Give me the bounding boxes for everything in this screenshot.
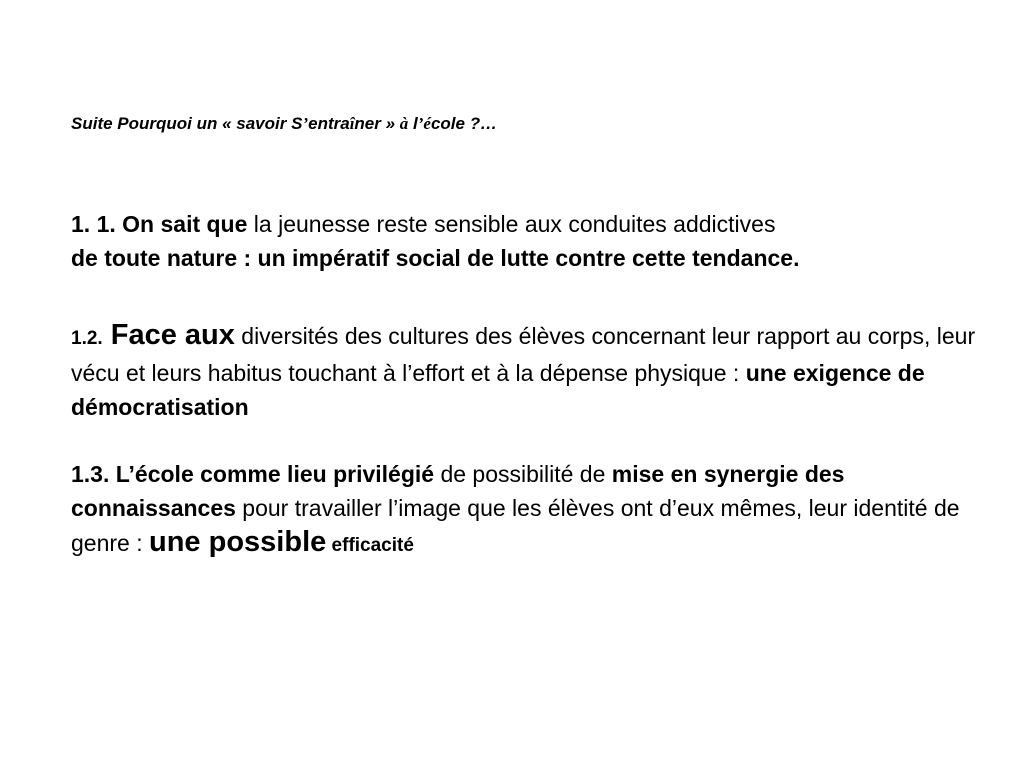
title-apostrophe-1: ’ (302, 114, 309, 133)
title-i-circumflex: î (349, 114, 355, 133)
p2-conclusion: une exigence de démocratisation (71, 360, 925, 420)
title-part-2: entra (308, 114, 350, 133)
title-a-grave: à (399, 114, 409, 133)
slide-title (71, 114, 497, 134)
p1-number: 1. 1. (71, 211, 116, 237)
p3-end: efficacité (326, 535, 414, 556)
title-part-5: cole ?… (430, 114, 498, 133)
paragraph-1-1 (71, 207, 991, 275)
p3-text-2: pour travailler l’image que les élèves ont d’eux mêmes, leur identité de genre : (71, 495, 960, 556)
p1-lead: On sait que (115, 211, 248, 237)
paragraph-1-3 (71, 457, 991, 563)
p1-conclusion: de toute nature : un impératif social de lutte contre cette tendance. (71, 245, 800, 271)
title-part-1: Suite Pourquoi un « savoir S (71, 114, 303, 133)
p3-text-1: de possibilité de (434, 461, 612, 487)
paragraph-1-2 (71, 318, 991, 424)
p3-synergy: mise en synergie des connaissances (71, 461, 845, 521)
p2-text: diversités des cultures des élèves concernant leur rapport au corps, leur vécu et leurs habitus touchant à l’effort et à la dépense physique : (71, 323, 976, 386)
title-part-4: l (408, 114, 418, 133)
p3-lead: 1.3. L’école comme lieu privilégié (71, 461, 435, 487)
p3-big-phrase: une possible (149, 526, 327, 558)
title-e-acute: é (423, 114, 431, 133)
p2-number: 1.2. (71, 328, 103, 349)
p1-text: la jeunesse reste sensible aux conduites addictives (247, 211, 776, 237)
title-apostrophe-2: ’ (417, 114, 424, 133)
p2-lead: Face aux (102, 319, 235, 351)
title-part-3: ner » (354, 114, 400, 133)
